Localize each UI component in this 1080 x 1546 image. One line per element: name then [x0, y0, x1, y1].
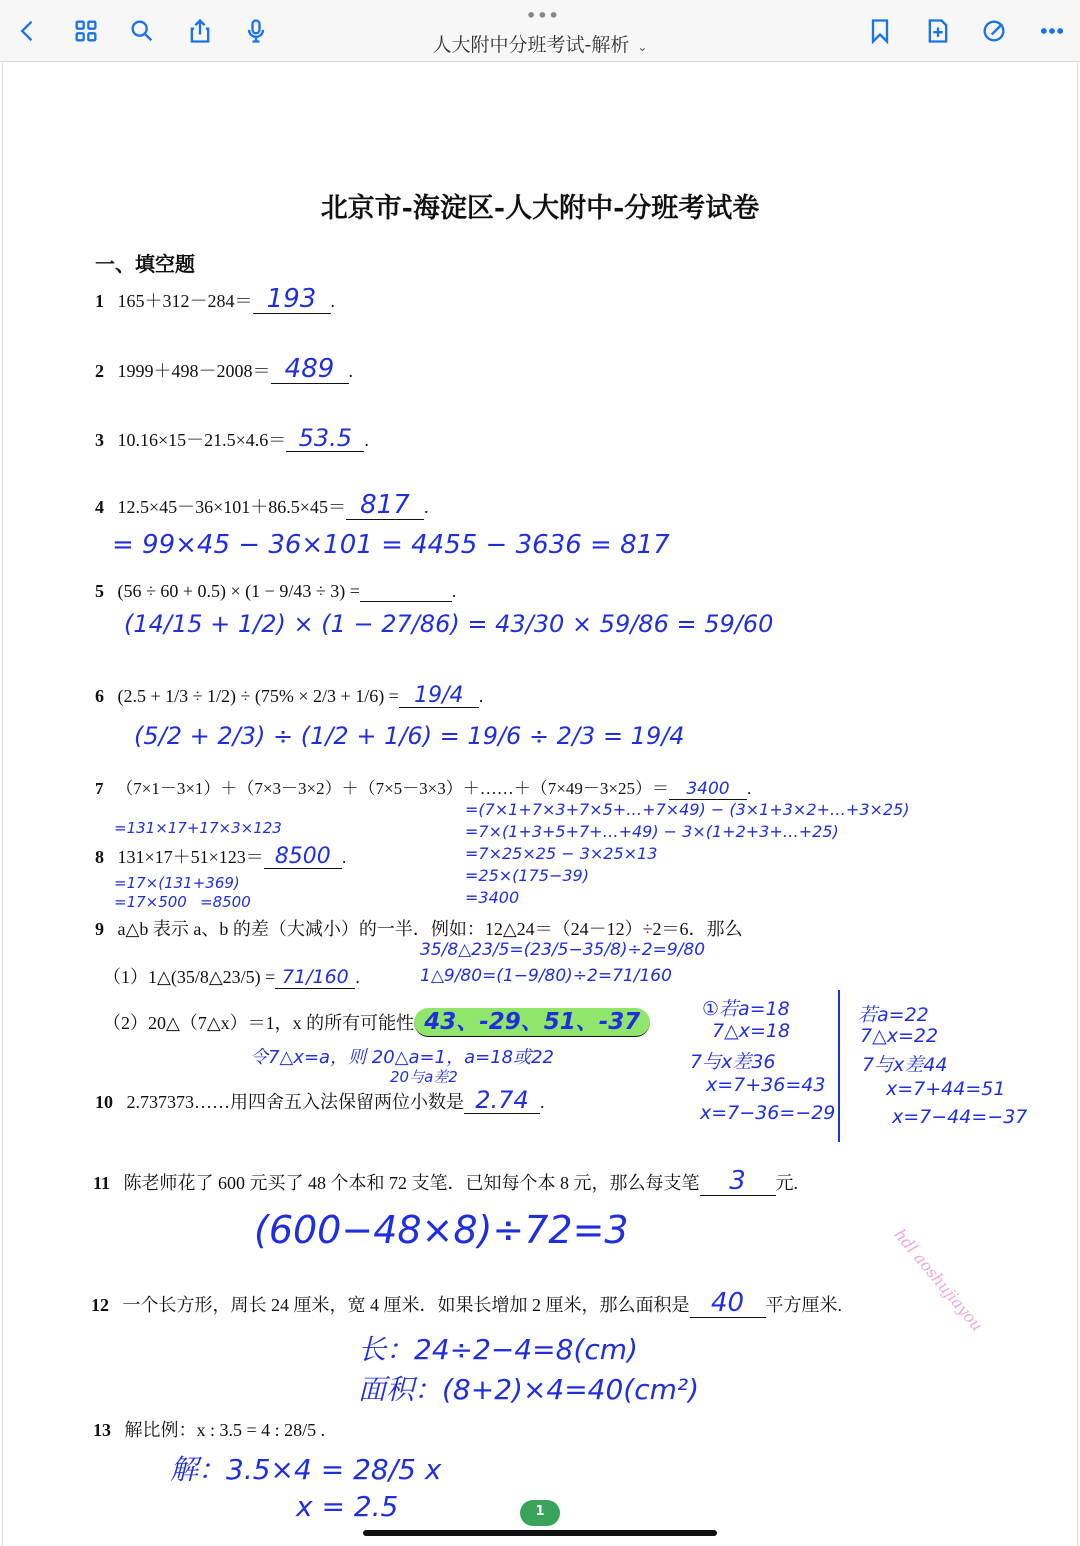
answer-6: 19/4 [399, 684, 479, 708]
question-9-2: （2）20△（7△x）＝1，x 的所有可能性 43、-29、51、-37 [103, 1008, 650, 1037]
toolbar [0, 0, 1080, 62]
answer-3: 53.5 [286, 426, 364, 452]
section-heading: 一、填空题 [95, 254, 195, 276]
question-11: 11 陈老师花了 600 元买了 48 个本和 72 支笔．已知每个本 8 元，那么每支笔 3 元. [93, 1166, 799, 1196]
drag-handle[interactable]: ••• [526, 6, 560, 25]
question-13: 13 解比例：x : 3.5 = 4 : 28/5 . [93, 1420, 326, 1440]
work-9-1-line: 35/8△23/5=(23/5−35/8)÷2=9/80 [420, 940, 706, 960]
work-13-line: 解：3.5×4 = 28/5 x [170, 1453, 442, 1486]
work-9-1-line: 1△9/80=(1−9/80)÷2=71/160 [420, 966, 672, 986]
page-number-badge[interactable]: 1 [520, 1500, 560, 1526]
work-4: = 99×45 − 36×101 = 4455 − 3636 = 817 [112, 530, 670, 560]
question-3: 3 10.16×15－21.5×4.6＝ 53.5 . [95, 424, 369, 452]
case-2-line: 7△x=22 [860, 1025, 939, 1047]
question-5: 5 (56 ÷ 60 + 0.5) × (1 − 9/43 ÷ 3) = . [95, 581, 457, 601]
question-12: 12 一个长方形，周长 24 厘米，宽 4 厘米．如果长增加 2 厘米，那么面积是 40 平方厘米. [91, 1288, 842, 1318]
work-7-line: =25×(175−39) [465, 866, 589, 885]
case-1-line: 7与x差36 [690, 1051, 776, 1073]
question-10: 10 2.737373……用四舍五入法保留两位小数是 2.74 . [95, 1086, 545, 1114]
work-7-line: =3400 [465, 888, 520, 907]
work-9-2-line: 20与a差2 [390, 1068, 458, 1086]
work-7-line: =(7×1+7×3+7×5+…+7×49) − (3×1+3×2+…+3×25) [465, 800, 910, 819]
work-7-line: =7×25×25 − 3×25×13 [465, 844, 658, 863]
answer-4: 817 [346, 492, 424, 520]
work-8-line: =8500 [200, 893, 251, 911]
answer-9-1: 71/160 [275, 968, 355, 989]
document-title: 人大附中分班考试-解析 [432, 34, 630, 56]
work-12-line: 长：24÷2−4=8(cm) [358, 1333, 638, 1366]
question-8: 8 131×17＋51×123＝ 8500 . [95, 844, 347, 869]
answer-11: 3 [700, 1168, 776, 1196]
answer-12: 40 [690, 1290, 766, 1318]
exam-title: 北京市-海淀区-人大附中-分班考试卷 [320, 193, 760, 224]
case-1-line: ①若a=18 [702, 998, 790, 1020]
work-12-line: 面积：(8+2)×4=40(cm²) [358, 1373, 700, 1406]
work-7-line: =7×(1+3+5+7+…+49) − 3×(1+2+3+…+25) [465, 822, 839, 841]
case-1-line: x=7−36=−29 [700, 1102, 836, 1124]
question-4: 4 12.5×45－36×101＋86.5×45＝ 817 . [95, 490, 429, 520]
markup-icon[interactable] [978, 14, 1010, 48]
question-9-1: （1）1△(35/8△23/5) = 71/160 . [103, 966, 360, 988]
document-title-menu[interactable] [0, 30, 1080, 57]
more-icon[interactable] [1036, 14, 1068, 48]
work-9-2-line: 令7△x=a，则 20△a=1，a=18或22 [250, 1047, 555, 1068]
divider-line [838, 990, 840, 1142]
answer-2: 489 [271, 356, 349, 384]
answer-8: 8500 [264, 845, 342, 869]
case-2-line: 若a=22 [858, 1004, 929, 1026]
case-2-line: x=7+44=51 [886, 1078, 1006, 1100]
chevron-down-icon: ⌄ [637, 40, 648, 54]
case-2-line: x=7−44=−37 [892, 1106, 1028, 1128]
home-indicator[interactable] [363, 1530, 717, 1536]
question-1: 1 165＋312－284＝ 193 . [95, 284, 335, 314]
answer-9-2: 43、-29、51、-37 [414, 1008, 650, 1037]
add-page-icon[interactable] [922, 14, 954, 48]
case-1-line: x=7+36=43 [706, 1074, 826, 1096]
answer-7: 3400 [669, 781, 747, 800]
work-8-line: =17×(131+369) [114, 874, 240, 892]
case-1-line: 7△x=18 [712, 1020, 791, 1042]
work-5: (14/15 + 1/2) × (1 − 27/86) = 43/30 × 59/86 = 59/60 [124, 610, 774, 638]
watermark: hdl aoshujiayou [890, 1225, 987, 1335]
answer-10: 2.74 [464, 1088, 540, 1114]
question-2: 2 1999＋498－2008＝ 489 . [95, 354, 353, 384]
work-8-line: =17×500 [114, 893, 187, 911]
case-2-line: 7与x差44 [862, 1054, 948, 1076]
question-7: 7 （7×1－3×1）＋（7×3－3×2）＋（7×5－3×3）＋……＋（7×49－3×25）＝ 3400 . [95, 779, 752, 799]
work-13-line: x = 2.5 [296, 1490, 399, 1523]
work-8-line: =131×17+17×3×123 [114, 819, 282, 837]
answer-5-blank[interactable] [360, 580, 452, 602]
work-6: (5/2 + 2/3) ÷ (1/2 + 1/6) = 19/6 ÷ 2/3 = 19/4 [134, 722, 685, 750]
question-6: 6 (2.5 + 1/3 ÷ 1/2) ÷ (75% × 2/3 + 1/6) = 19/4 . [95, 683, 484, 708]
bookmark-icon[interactable] [864, 14, 896, 48]
answer-1: 193 [253, 286, 331, 314]
work-11: (600−48×8)÷72=3 [254, 1208, 629, 1252]
question-9: 9 a△b 表示 a、b 的差（大减小）的一半．例如：12△24＝（24－12）÷2＝6．那么 [95, 919, 743, 939]
